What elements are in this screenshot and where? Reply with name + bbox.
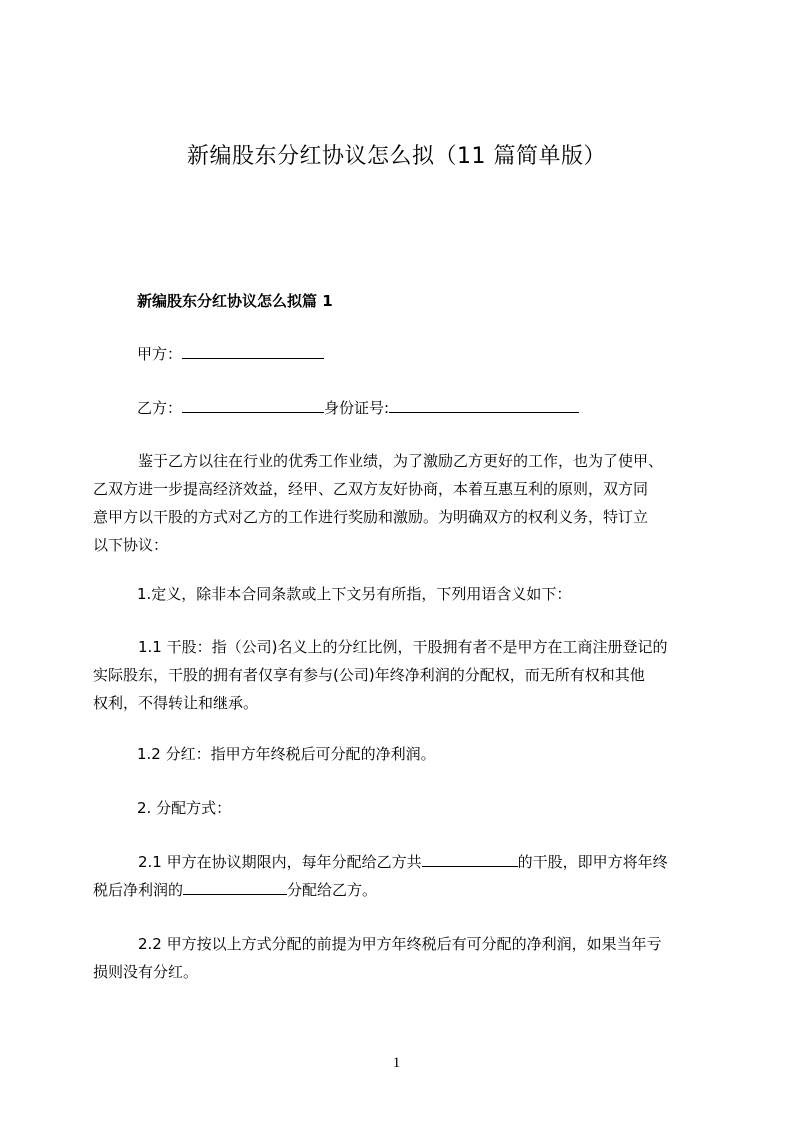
clause-2: 2. 分配方式： xyxy=(137,799,232,817)
intro-paragraph xyxy=(93,447,713,559)
section-heading: 新编股东分红协议怎么拟篇 1 xyxy=(137,292,333,310)
clause-line: 实际股东，干股的拥有者仅享有参与(公司)年终净利润的分配权，而无所有权和其他 xyxy=(93,666,645,684)
party-b-blank xyxy=(182,398,324,413)
document-title: 新编股东分红协议怎么拟（11 篇简单版） xyxy=(187,144,606,169)
party-a-blank xyxy=(182,344,324,359)
clause-1: 1.定义，除非本合同条款或上下文另有所指，下列用语含义如下： xyxy=(137,585,572,603)
clause-line xyxy=(93,848,713,876)
intro-line: 意甲方以干股的方式对乙方的工作进行奖励和激励。为明确双方的权利义务，特订立 xyxy=(93,508,649,526)
clause-2-1 xyxy=(93,848,713,904)
party-a-label: 甲方： xyxy=(137,345,183,363)
clause-2-2 xyxy=(93,930,713,986)
intro-line: 鉴于乙方以往在行业的优秀工作业绩，为了激励乙方更好的工作，也为了使甲、 xyxy=(138,452,664,470)
clause-line xyxy=(93,876,713,904)
clause-line: 2.2 甲方按以上方式分配的前提为甲方年终税后有可分配的净利润，如果当年亏 xyxy=(138,935,662,953)
clause-line: 损则没有分红。 xyxy=(93,963,199,981)
clause-1-1 xyxy=(93,633,713,717)
clause-line: 1.1 干股：指（公司)名义上的分红比例，干股拥有者不是甲方在工商注册登记的 xyxy=(138,638,668,656)
party-a-line xyxy=(137,344,324,364)
party-b-line xyxy=(137,398,579,418)
clause-2-1-text-c: 税后净利润的 xyxy=(93,881,184,899)
clause-2-1-text-b: 的干股，即甲方将年终 xyxy=(517,853,668,871)
id-label: 身份证号: xyxy=(324,399,390,417)
clause-line: 权利，不得转让和继承。 xyxy=(93,694,259,712)
share-blank xyxy=(422,852,518,867)
profit-blank xyxy=(183,880,287,895)
intro-line: 乙双方进一步提高经济效益，经甲、乙双方友好协商，本着互惠互利的原则，双方同 xyxy=(93,480,649,498)
clause-2-1-text-d: 分配给乙方。 xyxy=(287,881,378,899)
party-b-label: 乙方： xyxy=(137,399,183,417)
clause-1-2: 1.2 分红：指甲方年终税后可分配的净利润。 xyxy=(137,745,436,763)
clause-2-1-text-a: 2.1 甲方在协议期限内，每年分配给乙方共 xyxy=(138,853,422,871)
id-blank xyxy=(389,398,579,413)
intro-line: 以下协议： xyxy=(93,536,169,554)
page-number: 1 xyxy=(392,1055,401,1071)
